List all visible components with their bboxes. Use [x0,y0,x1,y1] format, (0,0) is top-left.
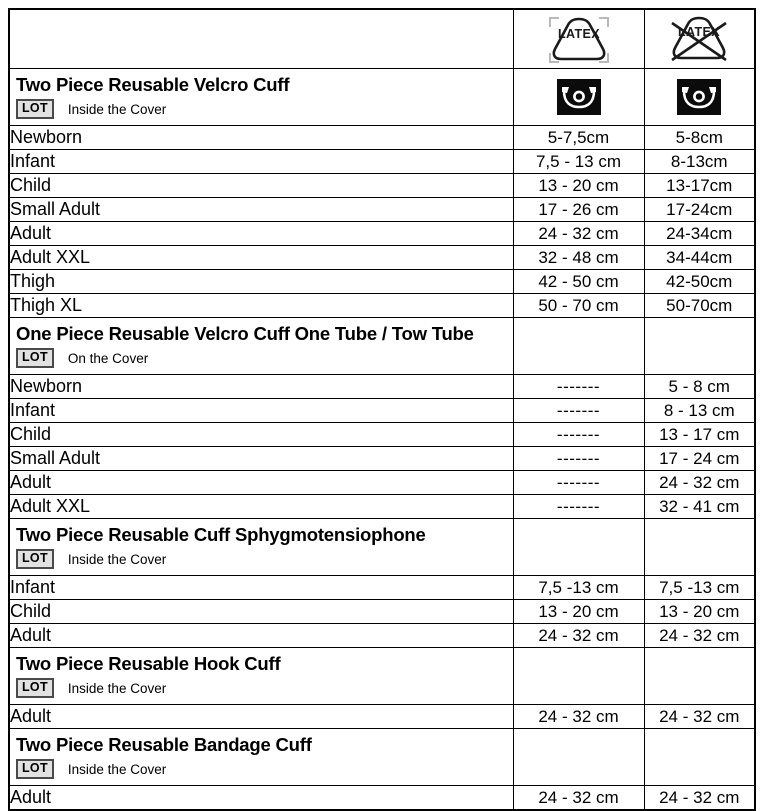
latex-measurement: ------- [513,495,644,519]
lot-line [16,99,513,119]
cuff-size-name: Adult [9,786,513,811]
table-row [9,423,755,447]
lot-note: Inside the Cover [67,680,167,696]
table-row [9,174,755,198]
latex-measurement: 13 - 20 cm [513,600,644,624]
section-header-cell [9,69,513,126]
table-row [9,600,755,624]
section-latex-icon-cell [513,648,644,705]
cuff-size-name: Thigh XL [9,294,513,318]
latex-free-symbol-wrapper [645,10,755,68]
blood-pressure-cuff-icon [557,79,601,115]
cuff-size-name: Child [9,600,513,624]
table-row [9,786,755,811]
latex-free-measurement: 24 - 32 cm [644,471,755,495]
lot-note: On the Cover [67,350,149,366]
latex-measurement: ------- [513,447,644,471]
cuff-size-name: Adult [9,624,513,648]
lot-badge-icon: LOT [16,348,54,368]
lot-badge-icon: LOT [16,549,54,569]
lot-line [16,759,513,779]
section-latex-icon-cell [513,519,644,576]
lot-line [16,678,513,698]
latex-measurement: 5-7,5cm [513,126,644,150]
cuff-size-name: Infant [9,150,513,174]
section-latex-free-icon-cell [644,318,755,375]
table-row [9,222,755,246]
latex-measurement: ------- [513,423,644,447]
lot-badge-icon: LOT [16,759,54,779]
blood-pressure-cuff-icon [677,79,721,115]
latex-free-measurement: 13 - 17 cm [644,423,755,447]
latex-measurement: 7,5 -13 cm [513,576,644,600]
lot-note: Inside the Cover [67,101,167,117]
cuff-size-name: Newborn [9,126,513,150]
table-row [9,471,755,495]
latex-measurement: 24 - 32 cm [513,786,644,811]
table-row [9,126,755,150]
cuff-size-name: Infant [9,576,513,600]
latex-symbol-wrapper [514,10,644,68]
section-latex-free-icon-cell [644,519,755,576]
latex-free-measurement: 7,5 -13 cm [644,576,755,600]
latex-measurement: ------- [513,471,644,495]
table-row [9,198,755,222]
cuff-size-name: Adult XXL [9,495,513,519]
section-header-row [9,519,755,576]
cuff-size-name: Newborn [9,375,513,399]
latex-measurement: 50 - 70 cm [513,294,644,318]
section-latex-icon-cell [513,729,644,786]
latex-measurement: 24 - 32 cm [513,705,644,729]
latex-free-measurement: 17-24cm [644,198,755,222]
table-row [9,246,755,270]
header-latex-free-column [644,9,755,69]
latex-free-measurement: 17 - 24 cm [644,447,755,471]
latex-free-measurement: 5-8cm [644,126,755,150]
latex-measurement: 32 - 48 cm [513,246,644,270]
latex-free-icon [668,14,730,64]
section-header-row [9,648,755,705]
cuff-icon-wrapper [514,69,644,125]
latex-free-measurement: 13 - 20 cm [644,600,755,624]
latex-measurement: ------- [513,399,644,423]
latex-measurement: 24 - 32 cm [513,222,644,246]
latex-free-measurement: 8 - 13 cm [644,399,755,423]
latex-free-measurement: 24 - 32 cm [644,624,755,648]
cuff-size-name: Adult XXL [9,246,513,270]
latex-free-measurement: 50-70cm [644,294,755,318]
section-header-cell [9,648,513,705]
cuff-icon-wrapper [645,69,755,125]
cuff-size-name: Small Adult [9,198,513,222]
cuff-size-name: Child [9,174,513,198]
latex-free-measurement: 34-44cm [644,246,755,270]
section-title: One Piece Reusable Velcro Cuff One Tube / Tow Tube [16,323,474,344]
table-row [9,294,755,318]
latex-free-measurement: 8-13cm [644,150,755,174]
section-latex-icon-cell [513,69,644,126]
lot-note: Inside the Cover [67,551,167,567]
latex-measurement: 17 - 26 cm [513,198,644,222]
table-row [9,495,755,519]
section-latex-free-icon-cell [644,648,755,705]
lot-badge-icon: LOT [16,678,54,698]
cuff-size-name: Adult [9,222,513,246]
svg-text:LATEX: LATEX [557,27,600,41]
section-latex-free-icon-cell [644,729,755,786]
latex-free-measurement: 24 - 32 cm [644,705,755,729]
latex-free-measurement: 5 - 8 cm [644,375,755,399]
table-row [9,576,755,600]
table-row [9,705,755,729]
latex-free-measurement: 42-50cm [644,270,755,294]
table-row [9,399,755,423]
latex-measurement: 42 - 50 cm [513,270,644,294]
table-row [9,624,755,648]
header-empty-cell [9,9,513,69]
section-header-row [9,318,755,375]
table-header-row [9,9,755,69]
cuff-size-name: Adult [9,471,513,495]
section-title: Two Piece Reusable Bandage Cuff [16,734,312,755]
latex-measurement: 24 - 32 cm [513,624,644,648]
latex-measurement: ------- [513,375,644,399]
lot-badge-icon: LOT [16,99,54,119]
latex-containing-icon [548,14,610,64]
lot-note: Inside the Cover [67,761,167,777]
header-latex-column [513,9,644,69]
section-title: Two Piece Reusable Hook Cuff [16,653,281,674]
cuff-size-name: Adult [9,705,513,729]
cuff-size-name: Child [9,423,513,447]
cuff-size-name: Infant [9,399,513,423]
latex-free-measurement: 24 - 32 cm [644,786,755,811]
section-title: Two Piece Reusable Velcro Cuff [16,74,290,95]
svg-text:LATEX: LATEX [678,25,721,39]
section-header-row [9,69,755,126]
lot-line [16,348,513,368]
lot-line [16,549,513,569]
section-title: Two Piece Reusable Cuff Sphygmotensiophone [16,524,426,545]
table-row [9,150,755,174]
cuff-size-table [8,8,756,811]
table-row [9,375,755,399]
latex-free-measurement: 32 - 41 cm [644,495,755,519]
section-header-row [9,729,755,786]
latex-measurement: 7,5 - 13 cm [513,150,644,174]
table-row [9,447,755,471]
table-row [9,270,755,294]
latex-measurement: 13 - 20 cm [513,174,644,198]
section-latex-free-icon-cell [644,69,755,126]
section-header-cell [9,318,513,375]
section-header-cell [9,519,513,576]
cuff-size-name: Small Adult [9,447,513,471]
section-latex-icon-cell [513,318,644,375]
cuff-size-name: Thigh [9,270,513,294]
section-header-cell [9,729,513,786]
latex-free-measurement: 13-17cm [644,174,755,198]
latex-free-measurement: 24-34cm [644,222,755,246]
